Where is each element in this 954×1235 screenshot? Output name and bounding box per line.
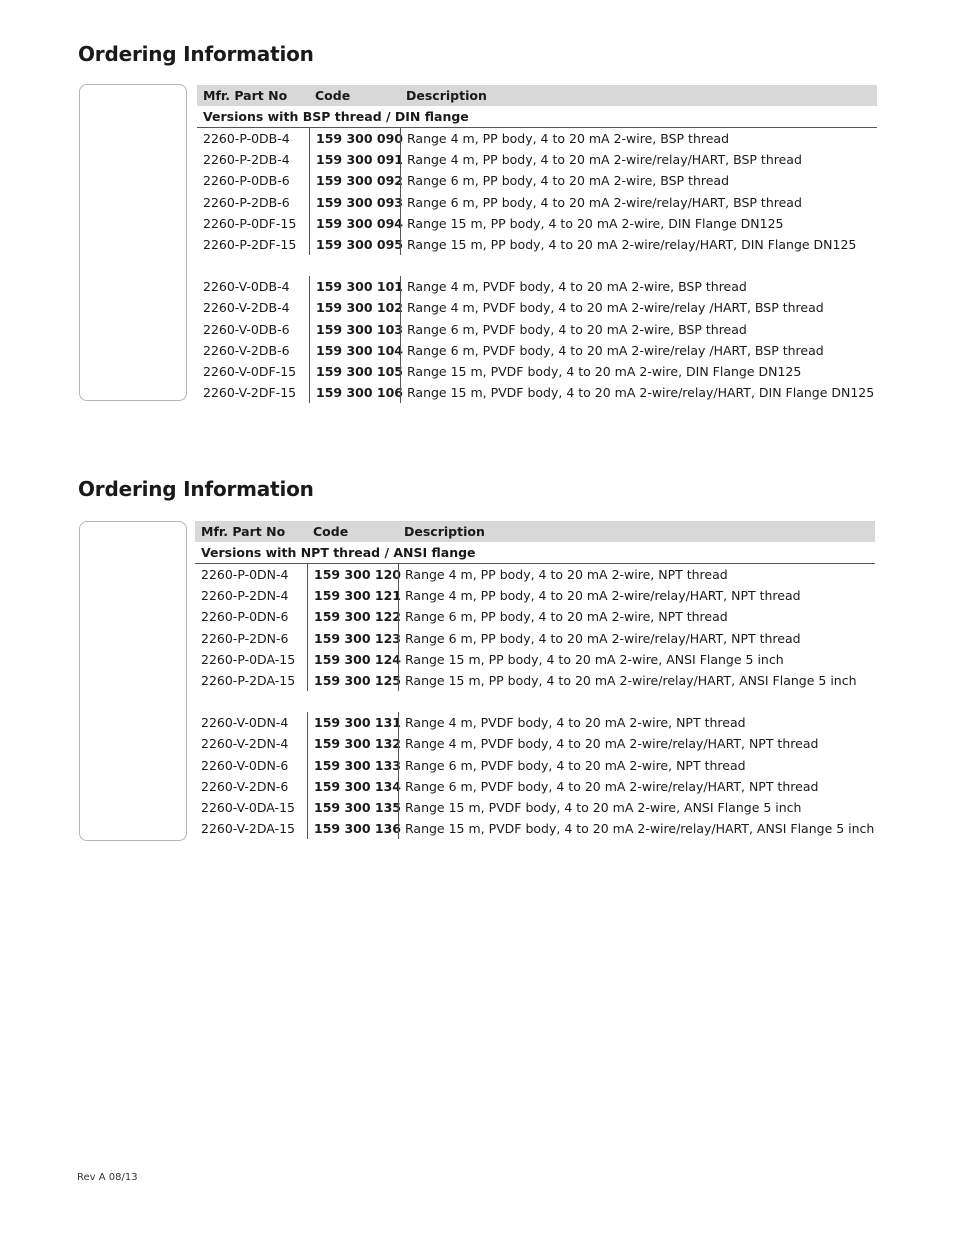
header-code: Code [315,88,351,103]
part-no: 2260-V-2DN-4 [201,736,289,752]
description: Range 6 m, PVDF body, 4 to 20 mA 2-wire, NPT thread [398,755,875,776]
part-no: 2260-P-0DN-6 [201,609,289,625]
code: 159 300 092 [309,170,400,191]
table-row [197,213,877,234]
part-no: 2260-V-0DN-4 [201,715,289,731]
code: 159 300 123 [307,628,398,649]
table-row [195,733,875,754]
part-no: 2260-V-2DA-15 [201,821,295,837]
section-title: Ordering Information [78,477,314,501]
description: Range 15 m, PVDF body, 4 to 20 mA 2-wire, ANSI Flange 5 inch [398,797,875,818]
description: Range 6 m, PVDF body, 4 to 20 mA 2-wire/relay /HART, BSP thread [400,340,877,361]
description: Range 15 m, PP body, 4 to 20 mA 2-wire/relay/HART, DIN Flange DN125 [400,234,877,255]
part-no: 2260-P-0DF-15 [203,215,297,231]
table-group [197,276,877,403]
table-row [195,818,875,839]
code: 159 300 124 [307,649,398,670]
table-row [195,585,875,606]
table-header [197,85,877,106]
part-no: 2260-V-0DB-4 [203,279,290,295]
header-description: Description [406,88,487,103]
table-row [195,797,875,818]
table-row [195,670,875,691]
table-group [195,712,875,839]
description: Range 6 m, PVDF body, 4 to 20 mA 2-wire, BSP thread [400,319,877,340]
table-row [197,192,877,213]
table-row [195,649,875,670]
code: 159 300 125 [307,670,398,691]
part-no: 2260-P-0DB-6 [203,173,290,189]
description: Range 15 m, PVDF body, 4 to 20 mA 2-wire, DIN Flange DN125 [400,361,877,382]
header-part-no: Mfr. Part No [201,524,286,539]
part-no: 2260-P-2DN-6 [201,630,289,646]
description: Range 6 m, PP body, 4 to 20 mA 2-wire/relay/HART, NPT thread [398,628,875,649]
table-row [195,776,875,797]
table-row [195,628,875,649]
code: 159 300 091 [309,149,400,170]
description: Range 4 m, PP body, 4 to 20 mA 2-wire, BSP thread [400,128,877,149]
header-part-no: Mfr. Part No [203,88,288,103]
group-spacer [197,255,877,276]
description: Range 4 m, PP body, 4 to 20 mA 2-wire, NPT thread [398,564,875,585]
part-no: 2260-P-2DA-15 [201,673,296,689]
table-row [197,149,877,170]
code: 159 300 135 [307,797,398,818]
description: Range 6 m, PP body, 4 to 20 mA 2-wire/relay/HART, BSP thread [400,192,877,213]
table-row [195,755,875,776]
part-no: 2260-P-2DB-6 [203,194,290,210]
code: 159 300 134 [307,776,398,797]
code: 159 300 104 [309,340,400,361]
part-no: 2260-V-0DA-15 [201,799,295,815]
table-row [197,340,877,361]
description: Range 4 m, PVDF body, 4 to 20 mA 2-wire, BSP thread [400,276,877,297]
part-no: 2260-V-0DF-15 [203,363,297,379]
part-no: 2260-P-2DN-4 [201,588,289,604]
code: 159 300 121 [307,585,398,606]
code: 159 300 094 [309,213,400,234]
table-row [197,170,877,191]
part-no: 2260-V-2DN-6 [201,778,289,794]
code: 159 300 105 [309,361,400,382]
code: 159 300 133 [307,755,398,776]
code: 159 300 132 [307,733,398,754]
table-group [195,564,875,691]
part-no: 2260-P-0DA-15 [201,651,296,667]
description: Range 15 m, PVDF body, 4 to 20 mA 2-wire/relay/HART, DIN Flange DN125 [400,382,877,403]
part-no: 2260-P-2DF-15 [203,237,297,253]
table-header [195,521,875,542]
table-row [197,276,877,297]
code: 159 300 095 [309,234,400,255]
code: 159 300 090 [309,128,400,149]
description: Range 6 m, PP body, 4 to 20 mA 2-wire, NPT thread [398,606,875,627]
table-group [197,128,877,255]
part-no: 2260-P-2DB-4 [203,152,290,168]
revision-footer: Rev A 08/13 [77,1172,138,1183]
description: Range 15 m, PP body, 4 to 20 mA 2-wire/relay/HART, ANSI Flange 5 inch [398,670,875,691]
part-no: 2260-V-0DB-6 [203,321,290,337]
table-row [197,319,877,340]
header-code: Code [313,524,349,539]
group-spacer [195,691,875,712]
code: 159 300 122 [307,606,398,627]
table-row [195,564,875,585]
header-description: Description [404,524,485,539]
code: 159 300 101 [309,276,400,297]
table-subheader: Versions with BSP thread / DIN flange [197,106,877,128]
part-no: 2260-V-0DN-6 [201,757,289,773]
description: Range 4 m, PVDF body, 4 to 20 mA 2-wire/relay/HART, NPT thread [398,733,875,754]
table-row [197,297,877,318]
code: 159 300 103 [309,319,400,340]
product-image-placeholder [79,84,187,401]
section-title: Ordering Information [78,42,314,66]
table-row [197,382,877,403]
part-no: 2260-P-0DB-4 [203,131,290,147]
description: Range 15 m, PVDF body, 4 to 20 mA 2-wire/relay/HART, ANSI Flange 5 inch [398,818,875,839]
ordering-table [195,521,875,839]
table-subheader: Versions with NPT thread / ANSI flange [195,542,875,564]
description: Range 4 m, PP body, 4 to 20 mA 2-wire/relay/HART, NPT thread [398,585,875,606]
description: Range 4 m, PVDF body, 4 to 20 mA 2-wire/relay /HART, BSP thread [400,297,877,318]
table-row [197,128,877,149]
description: Range 15 m, PP body, 4 to 20 mA 2-wire, ANSI Flange 5 inch [398,649,875,670]
code: 159 300 102 [309,297,400,318]
table-row [195,606,875,627]
table-row [197,361,877,382]
code: 159 300 120 [307,564,398,585]
table-row [195,712,875,733]
ordering-table [197,85,877,403]
code: 159 300 106 [309,382,400,403]
description: Range 15 m, PP body, 4 to 20 mA 2-wire, DIN Flange DN125 [400,213,877,234]
code: 159 300 131 [307,712,398,733]
part-no: 2260-V-2DB-4 [203,300,290,316]
description: Range 6 m, PP body, 4 to 20 mA 2-wire, BSP thread [400,170,877,191]
product-image-placeholder [79,521,187,841]
part-no: 2260-P-0DN-4 [201,567,289,583]
part-no: 2260-V-2DB-6 [203,342,290,358]
code: 159 300 093 [309,192,400,213]
code: 159 300 136 [307,818,398,839]
description: Range 4 m, PP body, 4 to 20 mA 2-wire/relay/HART, BSP thread [400,149,877,170]
description: Range 4 m, PVDF body, 4 to 20 mA 2-wire, NPT thread [398,712,875,733]
description: Range 6 m, PVDF body, 4 to 20 mA 2-wire/relay/HART, NPT thread [398,776,875,797]
part-no: 2260-V-2DF-15 [203,385,297,401]
table-row [197,234,877,255]
